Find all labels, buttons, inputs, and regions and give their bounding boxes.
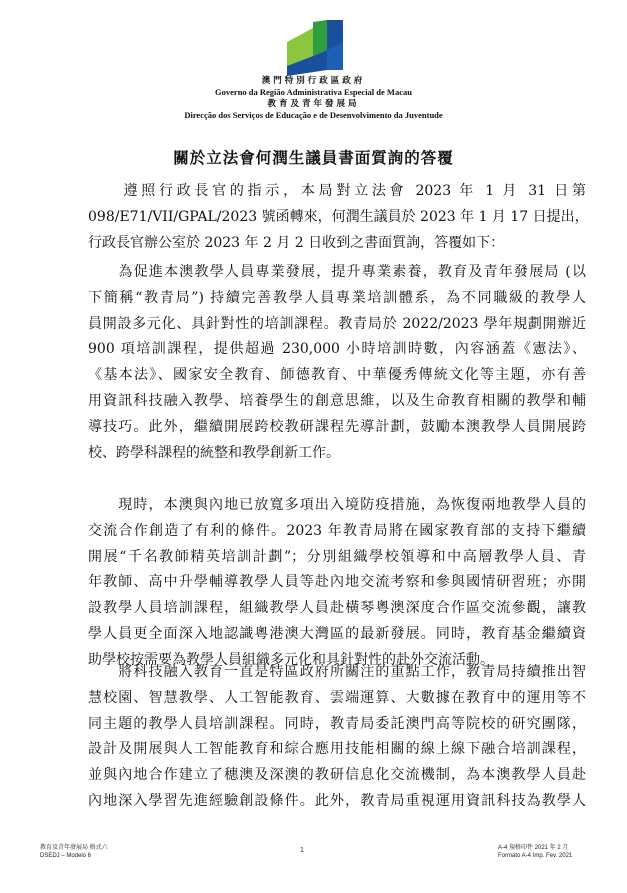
government-name-zh: 澳門特別行政區政府 — [261, 76, 366, 86]
text-line: 為促進本澳教學人員專業發展，提升專業素養，教育及青年發展局 (以 — [88, 264, 586, 280]
text-line: 《基本法》、國家安全教育、師德教育、中華優秀傳統文化等主題，亦有善 — [88, 367, 586, 384]
text-line: 員開設多元化、具針對性的培訓課程。教青局於 2022/2023 學年規劃開辦近 — [88, 315, 586, 332]
paragraph-technology-education — [88, 660, 586, 815]
text-line: 下簡稱“教青局”) 持續完善教學人員專業培訓體系，為不同職級的教學人 — [88, 289, 586, 306]
page-number: 1 — [300, 847, 304, 854]
text-line: 助學校按需要為教學人員組織多元化和具針對性的赴外交流活動。 — [88, 651, 494, 668]
footer-print-format-zh: A-4 規格印件 2021 年 2 月 — [498, 845, 569, 851]
footer-print-format-pt: Formato A-4 Imp. Fev. 2021 — [498, 853, 573, 859]
text-line: 900 項培訓課程，提供超過 230,000 小時培訓時數，內容涵蓋《憲法》、 — [88, 341, 586, 358]
text-line: 慧校園、智慧教學、人工智能教育、雲端運算、大數據在教育中的運用等不 — [88, 689, 586, 706]
text-line: 098/E71/VII/GPAL/2023 號函轉來，何潤生議員於 2023 年 1 月 17 日提出， — [88, 208, 589, 225]
text-line: 年教師、高中升學輔導教學人員等赴內地交流考察和參與國情研習班；亦開 — [88, 574, 586, 591]
text-line: 校、跨學科課程的統整和教學創新工作。 — [88, 444, 340, 461]
footer-print-format — [498, 844, 572, 860]
footer-form-label-zh: 教育及青年發展局 格式六 — [40, 845, 108, 851]
government-name-pt: Governo da Região Administrativa Especial de Macau — [215, 87, 412, 97]
text-line: 現時，本澳與內地已放寬多項出入境防疫措施，為恢復兩地教學人員的 — [88, 497, 586, 513]
text-line: 學人員更全面深入地認識粵港澳大灣區的最新發展。同時，教育基金繼續資 — [88, 625, 586, 642]
text-line: 用資訊科技融入教學、培養學生的創意思維，以及生命教育相關的教學和輔 — [88, 392, 586, 409]
text-line: 遵照行政長官的指示，本局對立法會 2023 年 1 月 31 日第 — [88, 183, 586, 199]
text-line: 設教學人員培訓課程，組織教學人員赴橫琴粵澳深度合作區交流參觀，讓教 — [88, 600, 586, 617]
paragraph-training-system — [88, 260, 586, 466]
footer-form-label — [40, 844, 108, 860]
text-line: 交流合作創造了有利的條件。2023 年教青局將在國家教育部的支持下繼續 — [88, 522, 586, 539]
text-line: 並與內地合作建立了穗澳及深澳的教研信息化交流機制，為本澳教學人員赴 — [88, 767, 586, 784]
department-name-zh: 教育及青年發展局 — [267, 99, 360, 109]
text-line: 將科技融入教育一直是特區政府所關注的重點工作，教青局持續推出智 — [88, 664, 586, 680]
dsedj-logo — [283, 20, 343, 76]
text-line: 導技巧。此外，繼續開展跨校教研課程先導計劃，鼓勵本澳教學人員開展跨 — [88, 418, 586, 435]
text-line: 開展“千名教師精英培訓計劃”；分別組織學校領導和中高層教學人員、青 — [88, 548, 586, 565]
paragraph-intro — [88, 179, 589, 256]
document-title: 關於立法會何潤生議員書面質詢的答覆 — [173, 148, 454, 167]
text-line: 同主題的教學人員培訓課程。同時，教青局委託澳門高等院校的研究團隊， — [88, 715, 586, 732]
text-line: 行政長官辦公室於 2023 年 2 月 2 日收到之書面質詢，答覆如下： — [88, 234, 505, 251]
text-line: 內地深入學習先進經驗創設條件。此外，教青局重視運用資訊科技為教學人 — [88, 792, 586, 809]
department-name-pt: Direcção dos Serviços de Educação e de Desenvolvimento da Juventude — [184, 110, 443, 120]
footer-form-label-pt: DSEDJ – Modelo 6 — [40, 853, 92, 859]
paragraph-mainland-exchange — [88, 493, 586, 674]
text-line: 設計及開展與人工智能教育和綜合應用技能相關的線上線下融合培訓課程， — [88, 741, 586, 758]
